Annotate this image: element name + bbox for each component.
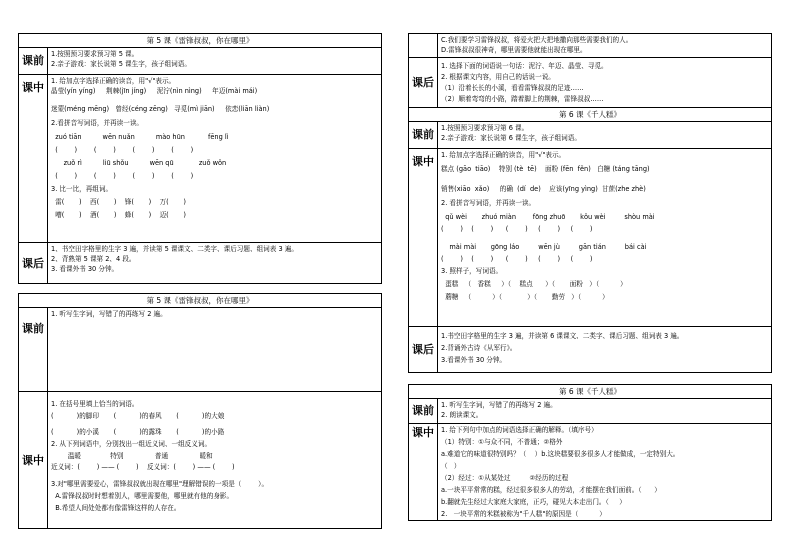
in-class-label: 课中: [409, 149, 438, 326]
text-line: （2）顺着弯弯的小路，踏着脚上的荆棘，雷锋叔叔……: [441, 95, 604, 103]
text-line: 3.看课外书 30 分钟。: [441, 356, 507, 364]
text-line: ( ) ( ) ( ) ( ): [51, 146, 194, 154]
text-line: 嘈( ) 酒( ) 蜂( ) 迈( ): [51, 211, 186, 219]
text-line: 销售(xiāo xǎo) 的确 (dí de) 应该(yīng yìng) 甘蔗(zhe zhè): [441, 185, 646, 193]
pre-class-row: [19, 48, 381, 75]
pre-class-content: [48, 308, 381, 391]
in-class-row: [409, 149, 771, 327]
card-title: 第 5 课《雷锋叔叔，你在哪里》: [19, 34, 381, 48]
card-title: 第 5 课《雷锋叔叔，你在哪里》: [19, 294, 381, 308]
text-line: 1.按照预习要求预习第 5 课。: [51, 50, 139, 58]
lesson6-card-b: [408, 384, 772, 521]
text-line: 1. 听写生字词，写错了的再练写 2 遍。: [51, 310, 167, 318]
text-line: 3.对"哪里需要爱心，雷锋叔叔就出现在哪里"理解错误的一项是（ ）。: [51, 480, 269, 488]
text-line: 1. 选择下面的词语说一句话：泥泞、年迈、晶莹、寻觅。: [441, 62, 608, 70]
in-class-row: [19, 392, 381, 529]
text-line: ( ) ( ) ( ) ( ) ( ): [441, 255, 593, 263]
text-line: 2.亲子游戏：家长说第 6 课生字，孩子组词语。: [441, 134, 581, 142]
text-line: 3. 照样子，写词语。: [441, 267, 503, 275]
text-line: a.难道它的味道很特别吗？（ ）b.这块糕要很多很多人才能做成，一定特别大。: [441, 450, 680, 458]
after-class-label: 课后: [409, 327, 438, 372]
pre-class-content: [48, 48, 381, 74]
text-line: qǔ wèi zhuó miàn fōng zhuō kǒu wèi shòu mài: [441, 213, 655, 221]
in-class-content: [48, 392, 381, 529]
text-line: 迷蒙(méng mēng) 曾经(céng zēng) 寻觅(mì jiān) 依恋(liān liàn): [51, 105, 270, 113]
pre-class-label: 课前: [409, 399, 438, 423]
text-line: zuǒ rì liū shǒu wēn qū zuǒ wǒn: [51, 159, 227, 167]
pre-class-row: [19, 308, 381, 392]
pre-class-content: [438, 399, 771, 423]
after-class-label: 课后: [19, 243, 48, 284]
text-line: A.雷锋叔叔时时想着别人，哪里需要他，哪里就有他的身影。: [51, 492, 234, 500]
text-line: mài mài gōng láo wēn jù gān tián bái cài: [441, 243, 647, 251]
text-line: （1）特别：①与众不同，不普通；②格外: [441, 438, 563, 446]
text-line: 雷( ) 西( ) 锋( ) 万( ): [51, 198, 186, 206]
text-line: 近义词：( ) —— ( ) 反义词：( ) —— ( ): [51, 463, 235, 471]
text-line: （ ）: [441, 462, 461, 470]
text-line: 1.书空田字格里的生字 3 遍，并读第 6 课课文、二类字、课后习题、组词表 3 遍。: [441, 332, 684, 340]
lesson5-card-a: [18, 33, 382, 284]
pre-class-content: [438, 122, 771, 148]
blank-label: [409, 34, 438, 57]
text-line: 2. 一块平常的米糕被称为"千人糕"的原因是（ ）: [441, 510, 606, 518]
in-class-row: [409, 424, 771, 521]
in-class-content: [438, 424, 771, 521]
after-class-content: [438, 58, 771, 107]
text-line: ( ) ( ) ( ) ( ) ( ): [441, 225, 593, 233]
text-line: zuó tiān wēn nuǎn mào hūn fēng lì: [51, 133, 229, 141]
text-line: 1. 在括号里填上恰当的词语。: [51, 400, 139, 408]
after-class-content: [438, 327, 771, 372]
text-line: 2. 从下列词语中，分别找出一组近义词、一组反义词。: [51, 440, 212, 448]
pre-class-label: 课前: [19, 308, 48, 391]
text-line: 1. 给加点字选择正确的读音，用"√"表示。: [441, 151, 566, 159]
pre-class-row: [409, 399, 771, 424]
text-line: 糕点 (gāo tiāo) 特别 (tè tē) 面粉 (fēn fěn) 白糖 (táng tāng): [441, 165, 650, 173]
after-class-content: [48, 243, 381, 284]
text-line: ( ) ( ) ( ) ( ): [51, 172, 194, 180]
text-line: 2.背诵外古诗《从军行》。: [441, 344, 517, 352]
text-line: 2.亲子游戏：家长说第 5 课生字，孩子组词语。: [51, 60, 191, 68]
text-line: B.希望人间处处都有像雷锋这样的人存在。: [51, 504, 181, 512]
text-line: 1. 给加点字选择正确的读音，用"√"表示。: [51, 77, 176, 85]
text-line: 1.按照预习要求预习第 6 课。: [441, 124, 529, 132]
card-title: 第 6 课《千人糕》: [409, 108, 771, 122]
text-line: 3. 比一比，再组词。: [51, 185, 113, 193]
text-line: 3. 看课外书 30 分钟。: [51, 265, 119, 273]
continued-content: [438, 34, 771, 57]
text-line: a.一块平平常常的糕，经过很多很多人的劳动，才能摆在我们面前。（ ）: [441, 486, 661, 494]
after-class-row: [409, 327, 771, 372]
text-line: C.我们要学习雷锋叔叔，将爱火把大把地撒向那些需要我们的人。: [441, 36, 633, 44]
lesson6-card-a: [408, 107, 772, 373]
text-line: 1. 给下列句中加点的词语选择正确的解释。（填序号）: [441, 426, 598, 434]
text-line: 2. 看拼音写词语，并再读一读。: [441, 199, 536, 207]
text-line: 2. 朗读课文。: [441, 411, 483, 419]
text-line: D.雷锋叔叔很神奇，哪里需要他就能出现在哪里。: [441, 46, 587, 54]
in-class-content: [438, 149, 771, 326]
lesson5-card-b: [18, 293, 382, 529]
in-class-row: [19, 75, 381, 243]
card-title: 第 6 课《千人糕》: [409, 385, 771, 399]
text-line: 2、背熟第 5 课第 2、4 段。: [51, 255, 136, 263]
text-line: ( )的小溪 ( )的露珠 ( )的小路: [51, 428, 225, 436]
text-line: 1、书空田字格里的生字 3 遍，并读第 5 课课文、二类字、课后习题、组词表 3 遍。: [51, 245, 298, 253]
text-line: 蛋糕 （ 香糕 ）（ 糕点 ）（ 面粉 ）（ ）: [441, 280, 627, 288]
after-class-row: [19, 243, 381, 284]
in-class-label: 课中: [19, 392, 48, 529]
text-line: 1. 听写生字词，写错了的再练写 2 遍。: [441, 401, 557, 409]
in-class-content: [48, 75, 381, 242]
pre-class-label: 课前: [409, 122, 438, 148]
in-class-label: 课中: [409, 424, 438, 521]
text-line: （2）经过：①从某处过 ②经历的过程: [441, 474, 569, 482]
text-line: 温暖 特别 普通 暖和: [51, 452, 213, 460]
pre-class-label: 课前: [19, 48, 48, 74]
lesson5-card-continued: [408, 33, 772, 108]
text-line: （1）沿着长长的小溪，看看雷锋叔叔的足迹……: [441, 84, 584, 92]
text-line: b.翻就先生经过大家庭大家庭，正巧，碰见大本走出门。（ ）: [441, 498, 626, 506]
continued-row: [409, 34, 771, 58]
in-class-label: 课中: [19, 75, 48, 242]
text-line: 晶莹(yín yíng) 荆棘(jīn jíng) 泥泞(nìn nìng) 年迈(mài mái): [51, 87, 258, 95]
text-line: ( )的脚印 ( )的春风 ( )的大娘: [51, 412, 225, 420]
after-class-label: 课后: [409, 58, 438, 107]
text-line: 蘑糖 （ ）（ ）（ 勤劳 ）（ ）: [441, 293, 609, 301]
after-class-row: [409, 58, 771, 107]
pre-class-row: [409, 122, 771, 149]
text-line: 2. 根据课文内容，用自己的话说一说。: [441, 73, 555, 81]
text-line: 2.看拼音写词语，并再读一读。: [51, 119, 144, 127]
